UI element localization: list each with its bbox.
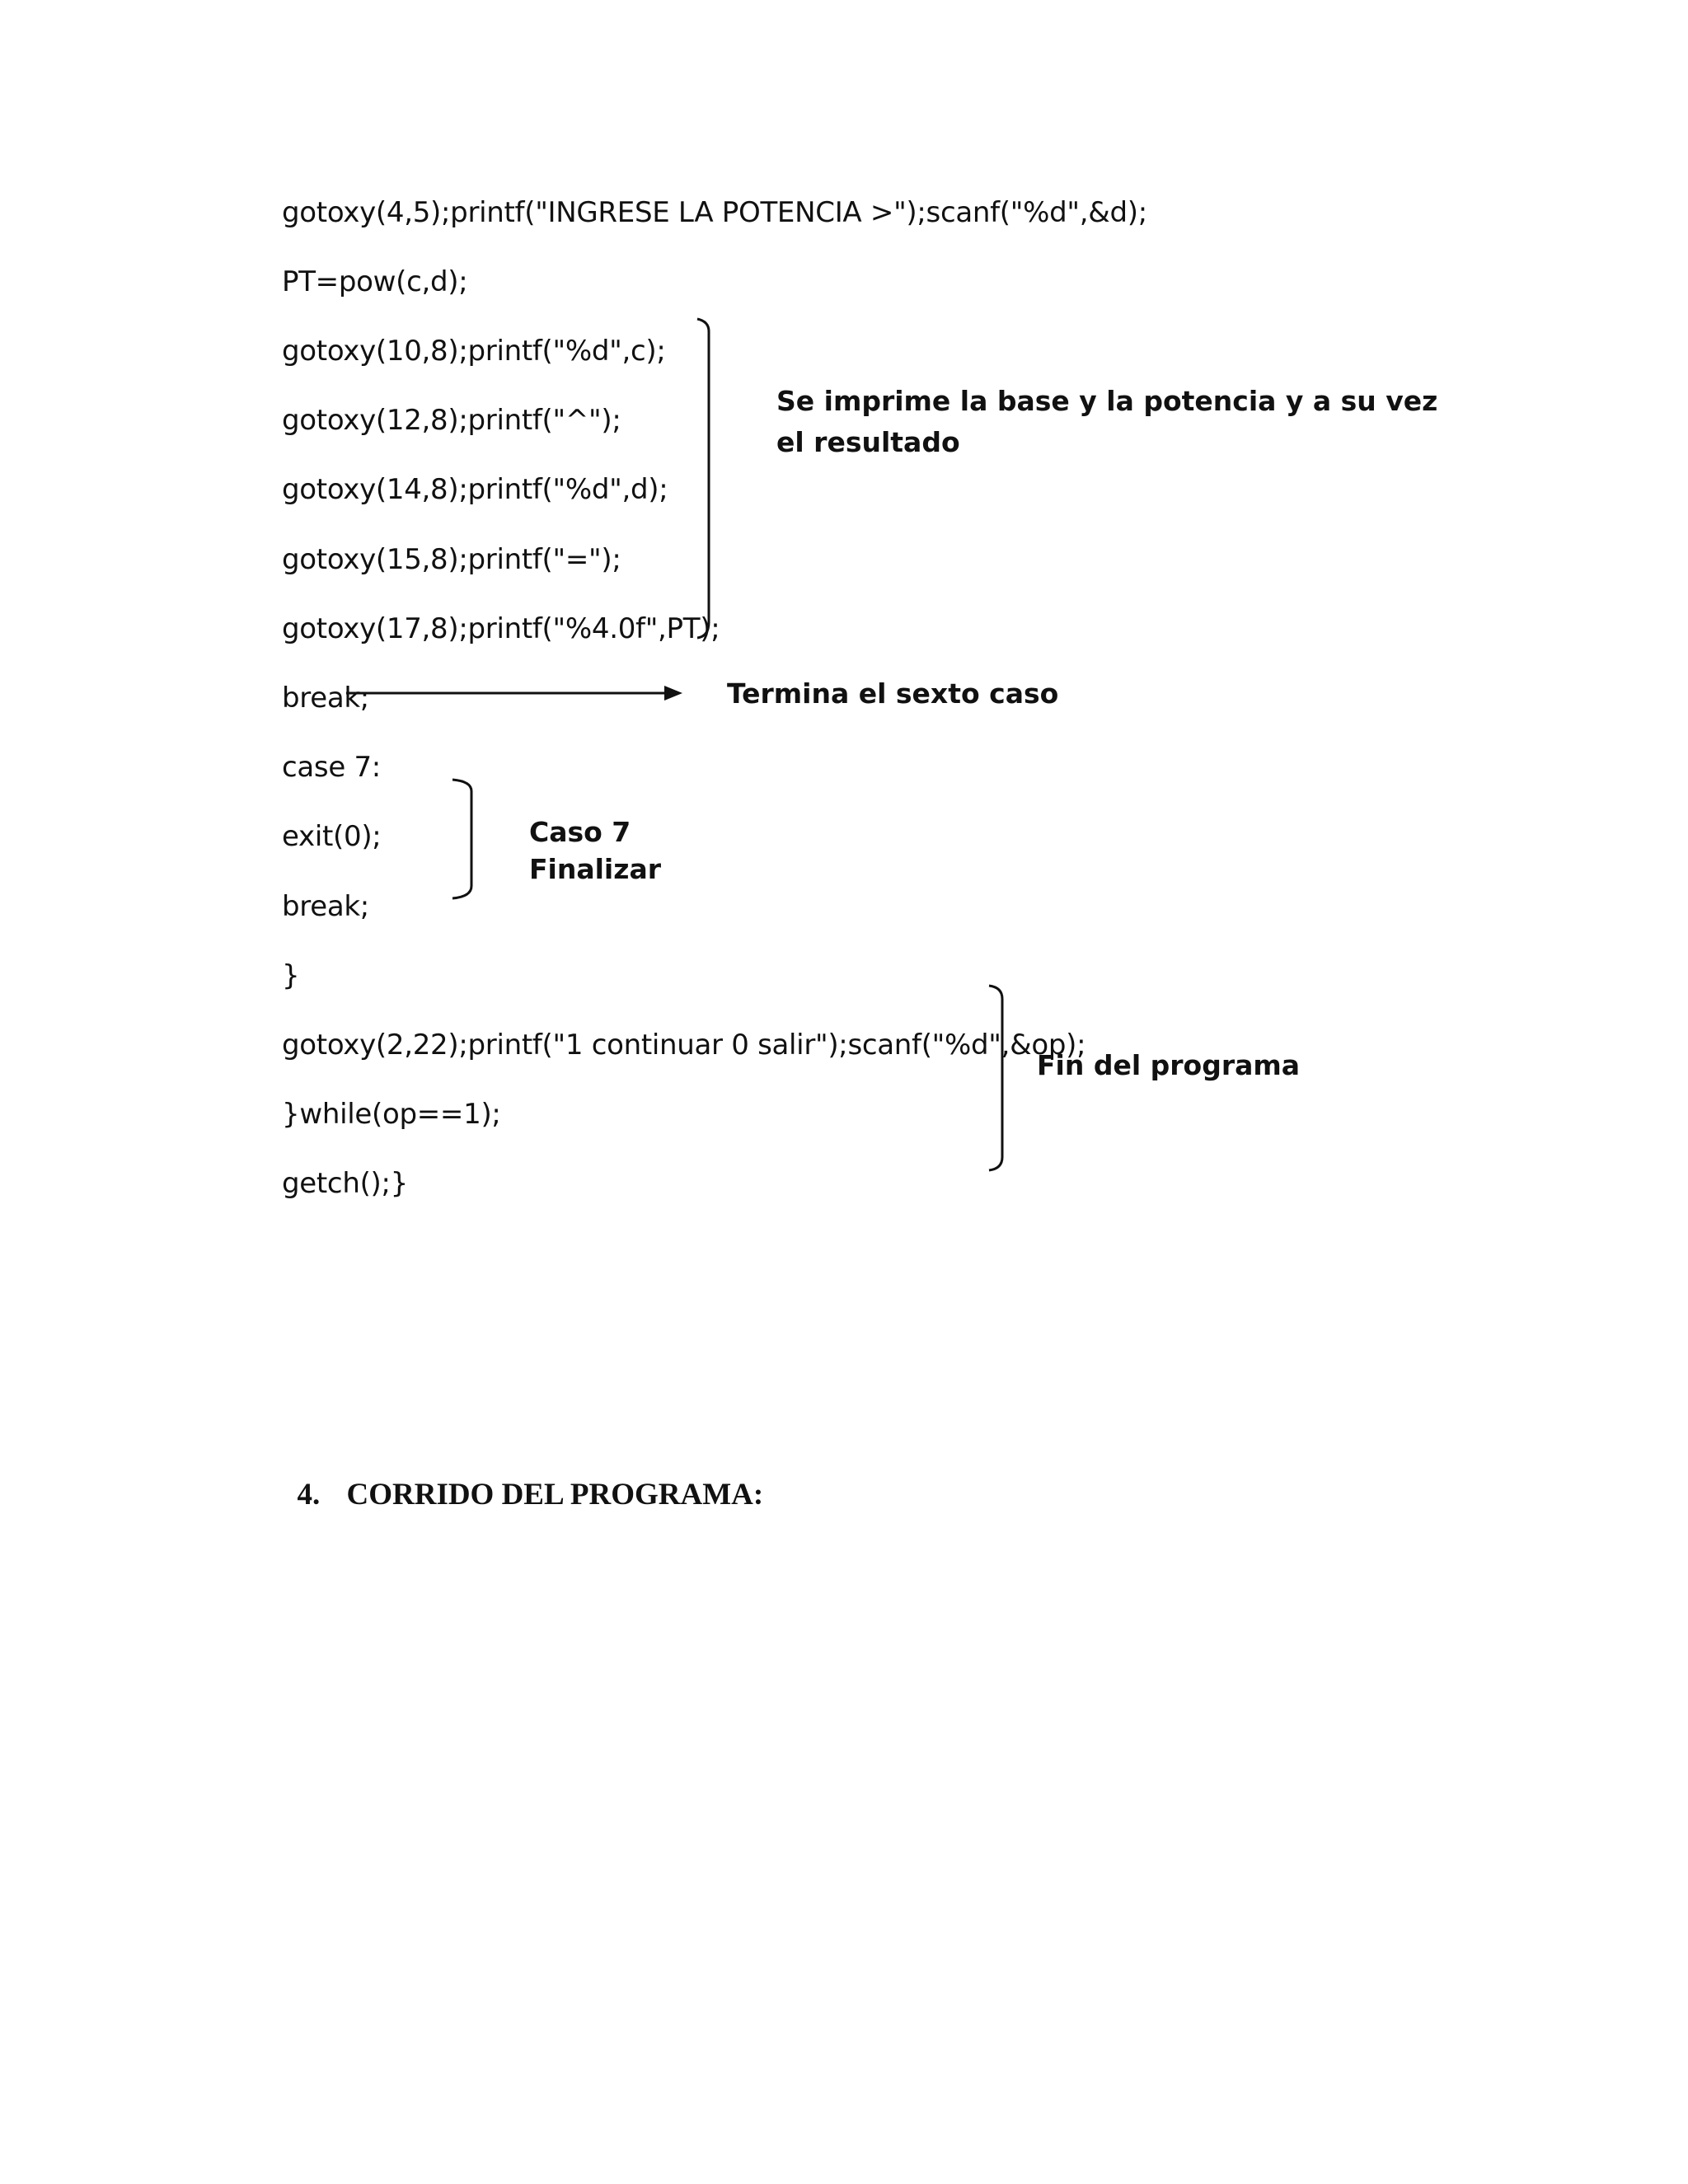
code-line: PT=pow(c,d); (282, 265, 468, 298)
code-line: gotoxy(10,8);printf("%d",c); (282, 335, 666, 368)
code-line: break; (282, 682, 369, 715)
right-brace-case-seven (452, 780, 471, 898)
annotation-program-end: Fin del programa (1037, 1049, 1301, 1081)
code-line: gotoxy(4,5);printf("INGRESE LA POTENCIA >");scanf("%d",&d); (282, 196, 1147, 229)
code-line: } (282, 959, 300, 992)
section-title: CORRIDO DEL PROGRAMA: (346, 1478, 764, 1511)
code-line: gotoxy(14,8);printf("%d",d); (282, 473, 668, 506)
code-line: case 7: (282, 751, 381, 784)
section-heading (282, 1441, 763, 1513)
code-line: gotoxy(2,22);printf("1 continuar 0 salir");scanf("%d",&op); (282, 1029, 1086, 1062)
code-line: gotoxy(12,8);printf("^"); (282, 404, 621, 437)
annotation-print-result: Se imprime la base y la potencia y a su vez el resultado (776, 385, 1438, 458)
code-line: exit(0); (282, 820, 382, 853)
right-brace-program-end (989, 986, 1002, 1170)
arrow-head-icon (664, 686, 682, 701)
code-line: getch();} (282, 1167, 408, 1200)
annotation-end-case-six: Termina el sexto caso (727, 677, 1059, 710)
code-line: }while(op==1); (282, 1098, 501, 1131)
code-line: gotoxy(15,8);printf("="); (282, 543, 621, 576)
section-number: 4. (297, 1478, 321, 1511)
right-brace-print-result (697, 319, 709, 638)
annotation-case-seven: Caso 7 Finalizar (529, 816, 661, 885)
code-line: gotoxy(17,8);printf("%4.0f",PT); (282, 612, 720, 645)
code-line: break; (282, 890, 369, 923)
